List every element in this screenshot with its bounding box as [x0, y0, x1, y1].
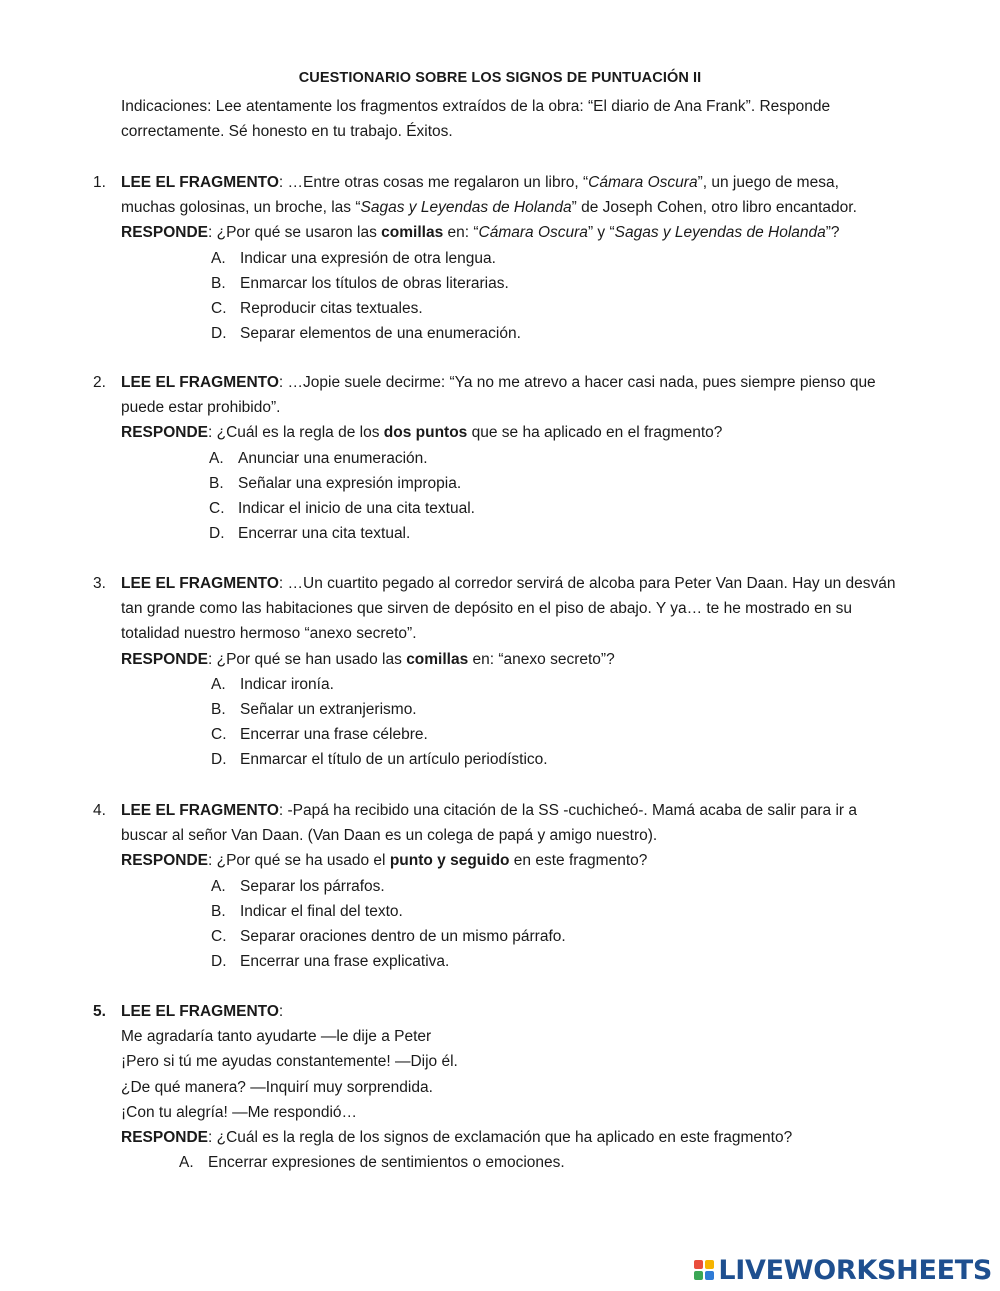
- fragment-label: LEE EL FRAGMENTO: [121, 802, 279, 819]
- option-letter: A.: [209, 449, 224, 467]
- logo-text: LIVEWORKSHEETS: [718, 1254, 992, 1286]
- fragment-label: LEE EL FRAGMENTO: [121, 575, 279, 592]
- answer-option-a[interactable]: [211, 672, 911, 697]
- fragment-text: ”, un juego de mesa,: [697, 174, 839, 191]
- fragment-text: : …Jopie suele decirme: “Ya no me atrevo a hacer casi nada, pues siempre pienso que: [278, 374, 876, 391]
- dialogue-line: ¿De qué manera? —Inquirí muy sorprendida.: [121, 1078, 433, 1096]
- option-letter: A.: [211, 877, 226, 895]
- fragment-italic: Sagas y Leyendas de Holanda: [360, 199, 572, 217]
- prompt-text: ”?: [825, 224, 840, 242]
- option-text: Enmarcar el título de un artículo periodístico.: [240, 751, 548, 769]
- question-prompt: [121, 420, 911, 445]
- answer-option-c[interactable]: [211, 296, 911, 321]
- answer-options: [179, 1150, 911, 1175]
- instructions: [121, 94, 911, 144]
- fragment-line: puede estar prohibido”.: [121, 399, 281, 417]
- answer-option-c[interactable]: [209, 496, 911, 521]
- responde-label: RESPONDE: [121, 650, 208, 668]
- answer-option-a[interactable]: [211, 246, 911, 271]
- option-text: Señalar un extranjerismo.: [240, 701, 417, 719]
- question-prompt: [121, 220, 911, 245]
- option-letter: B.: [209, 474, 224, 492]
- dialogue-line: ¡Con tu alegría! —Me respondió…: [121, 1103, 358, 1121]
- prompt-text: : ¿Por qué se usaron las: [208, 224, 382, 242]
- option-text: Anunciar una enumeración.: [238, 449, 428, 467]
- option-letter: D.: [211, 325, 227, 343]
- responde-label: RESPONDE: [121, 852, 208, 870]
- option-text: Reproducir citas textuales.: [240, 300, 423, 318]
- fragment-text: : -Papá ha recibido una citación de la SS -cuchicheó-. Mamá acaba de salir para ir a: [278, 802, 858, 819]
- fragment-line: [121, 370, 911, 395]
- question-prompt: [121, 848, 911, 873]
- question-prompt: [121, 647, 911, 672]
- fragment-text: : …Entre otras cosas me regalaron un libro, “: [278, 174, 589, 191]
- fragment-text: :: [278, 1003, 284, 1020]
- page-title: CUESTIONARIO SOBRE LOS SIGNOS DE PUNTUACIÓN II: [298, 70, 702, 86]
- fragment-label: LEE EL FRAGMENTO: [121, 1003, 279, 1020]
- answer-option-a[interactable]: [209, 446, 911, 471]
- prompt-text: en este fragmento?: [509, 852, 648, 870]
- liveworksheets-logo: [694, 1253, 992, 1287]
- option-letter: A.: [211, 249, 226, 267]
- fragment-line: [121, 170, 911, 195]
- answer-option-c[interactable]: [211, 722, 911, 747]
- answer-option-a[interactable]: [179, 1150, 911, 1175]
- answer-option-b[interactable]: [211, 697, 911, 722]
- option-letter: C.: [211, 300, 227, 318]
- option-letter: D.: [211, 953, 227, 971]
- liveworksheets-logo-icon: [694, 1260, 714, 1280]
- answer-option-b[interactable]: [209, 471, 911, 496]
- question-number: 3.: [93, 575, 106, 592]
- option-text: Indicar ironía.: [240, 675, 334, 693]
- option-text: Encerrar expresiones de sentimientos o emociones.: [208, 1154, 565, 1172]
- option-letter: B.: [211, 701, 226, 719]
- fragment-line: totalidad nuestro hermoso “anexo secreto”.: [121, 625, 417, 643]
- answer-options: [211, 672, 911, 773]
- prompt-italic: Sagas y Leyendas de Holanda: [614, 224, 826, 242]
- responde-label: RESPONDE: [121, 224, 208, 242]
- prompt-bold: comillas: [381, 224, 444, 242]
- option-text: Encerrar una frase célebre.: [240, 726, 428, 744]
- dialogue-line: ¡Pero si tú me ayudas constantemente! —Dijo él.: [121, 1053, 458, 1071]
- fragment-text: : …Un cuartito pegado al corredor servirá de alcoba para Peter Van Daan. Hay un desván: [278, 575, 896, 592]
- option-text: Encerrar una frase explicativa.: [240, 953, 450, 971]
- option-text: Encerrar una cita textual.: [238, 525, 411, 543]
- question-number: 1.: [93, 174, 106, 191]
- fragment-text: ” de Joseph Cohen, otro libro encantador.: [571, 199, 857, 217]
- fragment-line: [121, 999, 911, 1024]
- answer-option-d[interactable]: [211, 747, 911, 772]
- answer-option-a[interactable]: [211, 874, 911, 899]
- option-letter: C.: [209, 500, 225, 518]
- dialogue-line: Me agradaría tanto ayudarte —le dije a Peter: [121, 1028, 432, 1046]
- option-letter: A.: [179, 1154, 194, 1172]
- fragment-line: tan grande como las habitaciones que sirven de depósito en el piso de abajo. Y ya… te he mostrado en su: [121, 600, 852, 618]
- prompt-text: en: “: [443, 224, 479, 242]
- prompt-text: : ¿Cuál es la regla de los signos de exclamación que ha aplicado en este fragmento?: [208, 1129, 793, 1147]
- option-text: Indicar el inicio de una cita textual.: [238, 500, 475, 518]
- answer-option-c[interactable]: [211, 924, 911, 949]
- option-letter: C.: [211, 928, 227, 946]
- prompt-text: : ¿Cuál es la regla de los: [208, 424, 384, 442]
- answer-options: [211, 246, 911, 347]
- fragment-line: [121, 571, 911, 596]
- option-text: Separar los párrafos.: [240, 877, 385, 895]
- fragment-line: [121, 195, 911, 220]
- fragment-line: [121, 798, 911, 823]
- option-text: Indicar el final del texto.: [240, 902, 403, 920]
- prompt-text: que se ha aplicado en el fragmento?: [467, 424, 723, 442]
- fragment-italic: Cámara Oscura: [588, 174, 698, 191]
- option-text: Indicar una expresión de otra lengua.: [240, 249, 496, 267]
- option-text: Enmarcar los títulos de obras literarias.: [240, 274, 509, 292]
- answer-option-b[interactable]: [211, 899, 911, 924]
- fragment-label: LEE EL FRAGMENTO: [121, 374, 279, 391]
- answer-options: [209, 446, 911, 547]
- option-letter: C.: [211, 726, 227, 744]
- question-prompt: [121, 1125, 911, 1150]
- prompt-text: : ¿Por qué se ha usado el: [208, 852, 390, 870]
- question-number: 4.: [93, 802, 106, 819]
- option-text: Señalar una expresión impropia.: [238, 474, 462, 492]
- option-letter: A.: [211, 675, 226, 693]
- responde-label: RESPONDE: [121, 1129, 208, 1147]
- option-letter: B.: [211, 274, 226, 292]
- option-text: Separar oraciones dentro de un mismo párrafo.: [240, 928, 566, 946]
- option-text: Separar elementos de una enumeración.: [240, 325, 521, 343]
- prompt-bold: punto y seguido: [389, 852, 510, 870]
- prompt-bold: dos puntos: [383, 424, 468, 442]
- prompt-text: : ¿Por qué se han usado las: [208, 650, 407, 668]
- prompt-italic: Cámara Oscura: [478, 224, 588, 242]
- answer-options: [211, 874, 911, 975]
- answer-option-d[interactable]: [211, 949, 911, 974]
- prompt-text: en: “anexo secreto”?: [468, 650, 615, 668]
- prompt-text: ” y “: [587, 224, 615, 242]
- option-letter: D.: [211, 751, 227, 769]
- answer-option-d[interactable]: [209, 521, 911, 546]
- option-letter: B.: [211, 902, 226, 920]
- instructions-line-1: Indicaciones: Lee atentamente los fragmentos extraídos de la obra: “El diario de Ana Frank”. Responde: [121, 98, 831, 115]
- answer-option-d[interactable]: [211, 321, 911, 346]
- fragment-line: buscar al señor Van Daan. (Van Daan es un colega de papá y amigo nuestro).: [121, 827, 658, 845]
- fragment-label: LEE EL FRAGMENTO: [121, 174, 279, 191]
- option-letter: D.: [209, 525, 225, 543]
- responde-label: RESPONDE: [121, 424, 208, 442]
- prompt-bold: comillas: [406, 650, 469, 668]
- fragment-text: muchas golosinas, un broche, las “: [121, 199, 361, 217]
- instructions-line-2: correctamente. Sé honesto en tu trabajo. Éxitos.: [121, 123, 453, 140]
- answer-option-b[interactable]: [211, 271, 911, 296]
- question-number: 2.: [93, 374, 106, 391]
- question-number: 5.: [93, 1003, 106, 1020]
